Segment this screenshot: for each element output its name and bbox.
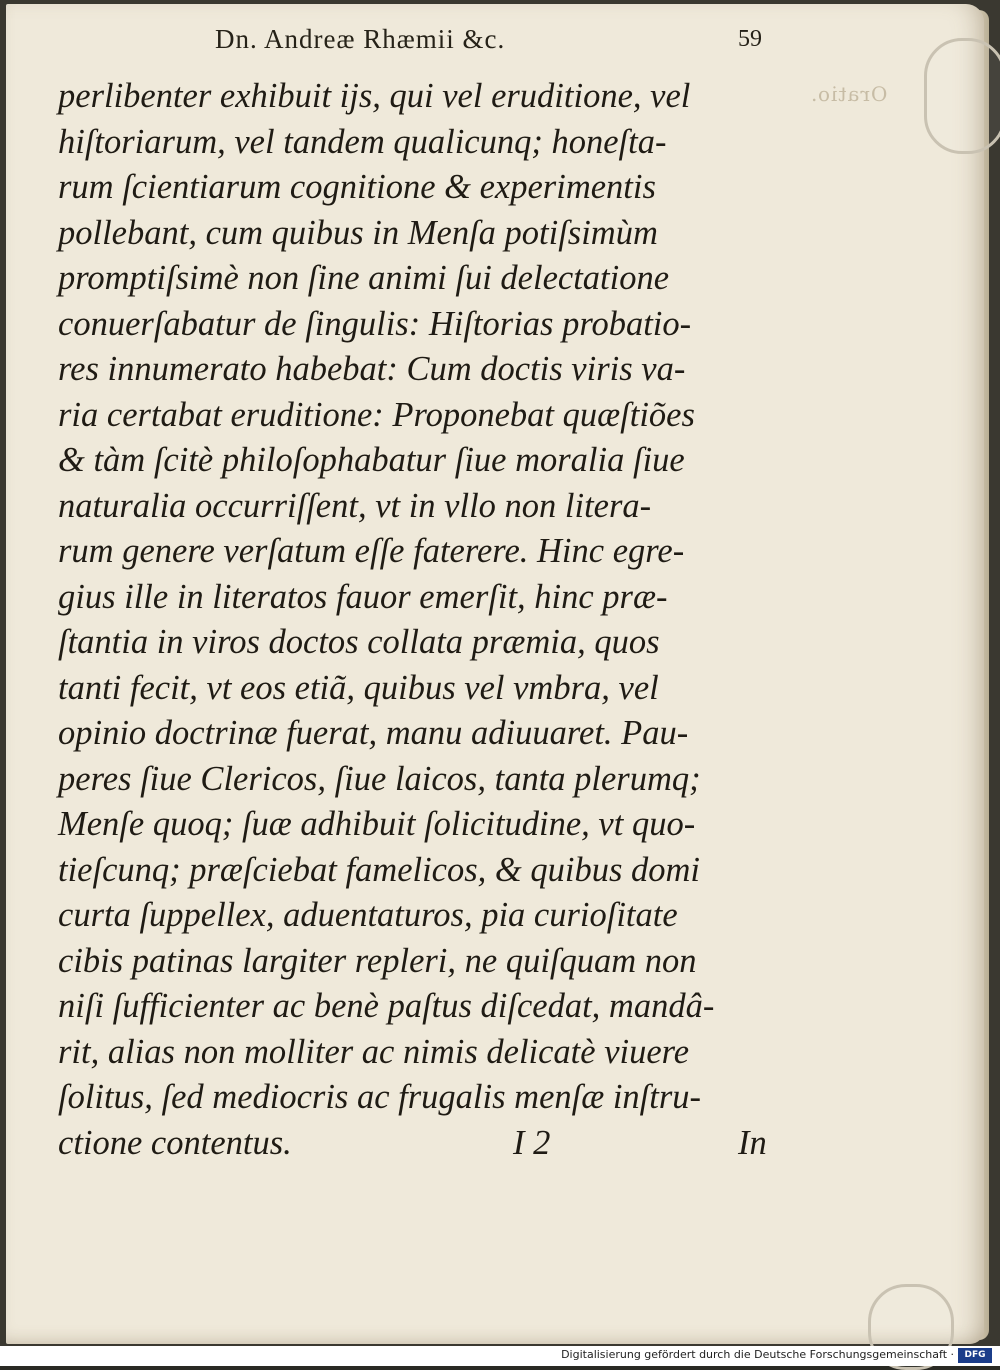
- text-line: ſtantia in viros doctos collata præmia, quos: [58, 623, 660, 661]
- text-line: Menſe quoq; ſuæ adhibuit ſolicitudine, vt quo-: [58, 805, 696, 843]
- signature-mark: I 2: [513, 1123, 551, 1162]
- funding-credit: Digitalisierung gefördert durch die Deutsche Forschungsgemeinschaft ·: [561, 1348, 954, 1361]
- catchword: In: [738, 1123, 767, 1162]
- running-title: Dn. Andreæ Rhæmii &c.: [215, 24, 506, 54]
- page-clip-top: [924, 38, 1000, 154]
- text-line: rit, alias non molliter ac nimis delicatè viuere: [58, 1032, 690, 1071]
- text-line: rum genere verſatum eſſe faterere. Hinc egre-: [58, 532, 685, 570]
- text-line: peres ſiue Clericos, ſiue laicos, tanta plerumq;: [58, 759, 701, 798]
- text-line: perlibenter exhibuit ijs, qui vel eruditione, vel: [58, 77, 691, 115]
- text-line: hiſtoriarum, vel tandem qualicunq; honeſta-: [58, 122, 667, 161]
- text-line: naturalia occurriſſent, vt in vllo non litera-: [58, 486, 652, 525]
- text-line: & tàm ſcitè philoſophabatur ſiue moralia ſiue: [58, 441, 685, 479]
- text-line: tanti fecit, vt eos etiã, quibus vel vmbra, vel: [58, 668, 659, 707]
- text-line: conuerſabatur de ſingulis: Hiſtorias probatio-: [58, 304, 692, 343]
- text-line: curta ſuppellex, aduentaturos, pia curioſitate: [58, 896, 678, 934]
- text-line: pollebant, cum quibus in Menſa potiſsimùm: [58, 213, 658, 252]
- text-line: rum ſcientiarum cognitione & experimentis: [58, 168, 656, 206]
- last-line-text: ctione contentus.: [58, 1123, 292, 1162]
- text-line: ria certabat eruditione: Proponebat quæſtiões: [58, 395, 695, 434]
- text-line: opinio doctrinæ fuerat, manu adiuuaret. Pau-: [58, 714, 689, 752]
- text-line: res innumerato habebat: Cum doctis viris va-: [58, 350, 686, 388]
- text-line: promptiſsimè non ſine animi ſui delectatione: [58, 259, 670, 297]
- bleed-through-text: Oratio.: [810, 82, 888, 106]
- text-line: tieſcunq; præſciebat famelicos, & quibus domi: [58, 850, 701, 889]
- body-text: [58, 74, 774, 1166]
- text-line: niſi ſufficienter ac benè paſtus diſcedat, mandâ-: [58, 987, 715, 1025]
- page-number: 59: [738, 26, 762, 52]
- text-line: cibis patinas largiter repleri, ne quiſquam non: [58, 941, 697, 980]
- text-line: ſolitus, ſed mediocris ac frugalis menſæ inſtru-: [58, 1078, 702, 1116]
- dfg-logo-icon: DFG: [958, 1348, 992, 1363]
- footer-bar: [0, 1346, 1000, 1366]
- text-line: gius ille in literatos fauor emerſit, hinc præ-: [58, 577, 668, 616]
- last-text-line: [58, 1121, 774, 1167]
